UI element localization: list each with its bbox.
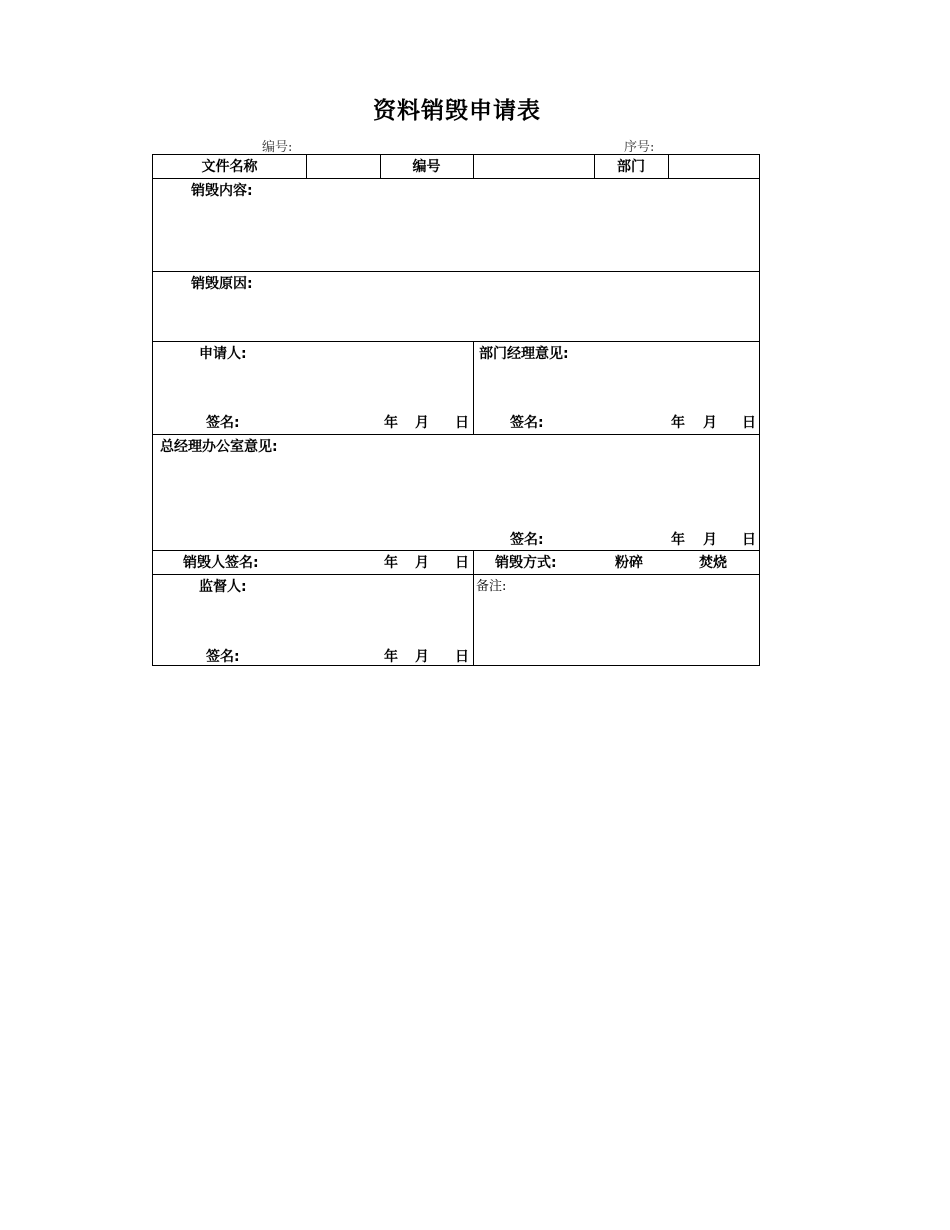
destroy-reason-label: 销毁原因: bbox=[191, 276, 253, 292]
gm-office-opinion-label: 总经理办公室意见: bbox=[160, 439, 278, 455]
applicant-date-year: 年 bbox=[384, 415, 398, 431]
remarks-label: 备注: bbox=[476, 579, 507, 594]
supervisor-label: 监督人: bbox=[199, 579, 247, 595]
supervisor-date-month: 月 bbox=[415, 649, 429, 665]
number-label: 编号: bbox=[262, 140, 293, 155]
row-divider-header bbox=[153, 178, 759, 179]
destroy-content-label: 销毁内容: bbox=[191, 183, 253, 199]
applicant-date-day: 日 bbox=[455, 415, 469, 431]
header-department: 部门 bbox=[617, 159, 645, 175]
supervisor-signature-label: 签名: bbox=[206, 649, 240, 665]
serial-label: 序号: bbox=[624, 140, 655, 155]
destroy-method-shred: 粉碎 bbox=[615, 555, 643, 571]
row-divider-applicant bbox=[153, 434, 759, 435]
applicant-label: 申请人: bbox=[199, 346, 247, 362]
col-divider-1 bbox=[306, 155, 307, 178]
destroy-method-label: 销毁方式: bbox=[495, 555, 557, 571]
destroyer-date-day: 日 bbox=[455, 555, 469, 571]
destroyer-date-year: 年 bbox=[384, 555, 398, 571]
destroy-method-burn: 焚烧 bbox=[699, 555, 727, 571]
header-file-name: 文件名称 bbox=[201, 159, 258, 175]
dept-manager-date-month: 月 bbox=[703, 415, 717, 431]
col-divider-5 bbox=[668, 155, 669, 178]
applicant-date-month: 月 bbox=[415, 415, 429, 431]
dept-manager-date-year: 年 bbox=[671, 415, 685, 431]
col-divider-3 bbox=[473, 155, 474, 178]
dept-manager-signature-label: 签名: bbox=[510, 415, 544, 431]
row-divider-content bbox=[153, 271, 759, 272]
destroyer-date-month: 月 bbox=[415, 555, 429, 571]
dept-manager-date-day: 日 bbox=[742, 415, 756, 431]
dept-manager-opinion-label: 部门经理意见: bbox=[479, 346, 569, 362]
destruction-form-table bbox=[152, 154, 760, 666]
row-divider-destroyer bbox=[153, 574, 759, 575]
mid-divider-bottom bbox=[473, 550, 474, 666]
gm-office-signature-label: 签名: bbox=[510, 532, 544, 548]
gm-office-date-year: 年 bbox=[671, 532, 685, 548]
destroyer-signature-label: 销毁人签名: bbox=[183, 555, 259, 571]
form-title: 资料销毁申请表 bbox=[373, 98, 541, 124]
mid-divider-applicant bbox=[473, 341, 474, 434]
gm-office-date-month: 月 bbox=[703, 532, 717, 548]
gm-office-date-day: 日 bbox=[742, 532, 756, 548]
row-divider-reason bbox=[153, 341, 759, 342]
header-number: 编号 bbox=[412, 159, 441, 175]
row-divider-gm bbox=[153, 550, 759, 551]
supervisor-date-year: 年 bbox=[384, 649, 398, 665]
supervisor-date-day: 日 bbox=[455, 649, 469, 665]
applicant-signature-label: 签名: bbox=[206, 415, 240, 431]
